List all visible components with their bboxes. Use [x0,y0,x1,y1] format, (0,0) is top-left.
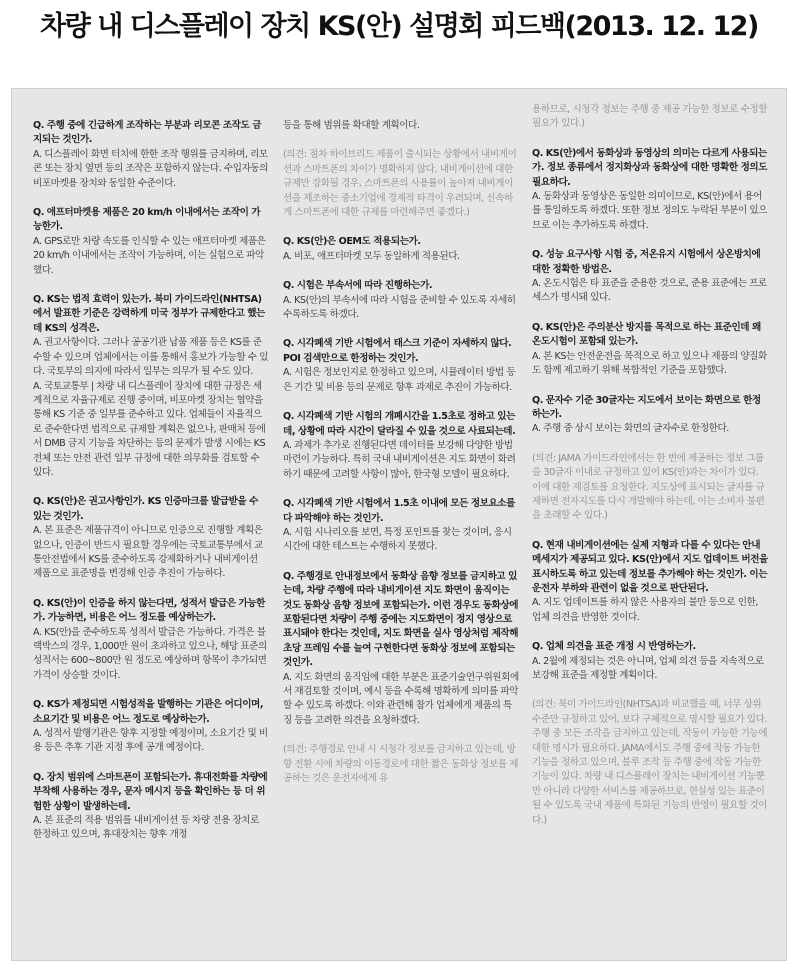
opinion-note: (의견: 북미 가이드라인(NHTSA)과 비교했을 때, 너무 상위수준만 규정하고 있어, 보다 구체적으로 명시할 필요가 있다. 주행 중 모든 조작을 금지하고 있는데, 작동이 가능한 기능에 대한 명시가 필요하다. JAMA에서도 주행 중에 작동 가능한 기능을 정하고 있으며, 블루 조작 등 주행 중에 작동 가능한 기능이 있다. 차량 내 디스플레이 장치는 내비게이션 기능뿐만 아니라 다양한 서비스를 제공하므로, 현실성 있는 표준이 될 수 있도록 국내 제품에 특화된 기능의 반영이 필요할 것이다.) [532,699,768,826]
answer-text: A. KS(안)을 준수하도록 성적서 발급은 가능하다. 가격은 블랙박스의 경우, 1,000만 원이 초과하고 있으나, 해당 표준의 성적서는 600~800만 원 정도로 예상하며 항목이 추가되면 가격이 상승할 것이다. [33,626,267,681]
question-text: Q. 주행경로 안내정보에서 동화상 음향 정보를 금지하고 있는데, 차량 주행에 따라 내비게이션 지도 화면이 움직이는 것도 동화상 음향 정보에 포함되는가. 이런 경우도 동화상에 포함된다면 차량이 주행 중에는 지도화면이 정지 영상으로 표시돼야 한다는 것인데, 지도 화면을 실사 영상처럼 제작해 초당 프레임 수를 늘여 구현한다면 동화상 정보에 포함되는 것인가. [283,570,519,669]
question-text: Q. 문자수 기준 30글자는 지도에서 보이는 화면으로 한정하는가. [532,394,761,420]
question-text: Q. KS(안)은 권고사항인가. KS 인증마크를 발급받을 수 있는 것인가. [33,496,258,522]
question-text: Q. 시각폐색 기반 시험에서 태스크 기준이 자세하지 않다. POI 검색만으로 한정하는 것인가. [283,338,512,364]
answer-text: A. 비포, 애프터마켓 모두 동일하게 적용된다. [283,250,460,262]
question-text: Q. 현재 내비게이션에는 실제 지형과 다를 수 있다는 안내 메세지가 제공되고 있다. KS(안)에서 지도 업데이트 버전을 표시하도록 하고 있는데 정보를 추가해야 하는 것인가. 이는 운전자 부하와 관련이 없을 것으로 판단된다. [532,539,768,594]
question-text: Q. KS는 법적 효력이 있는가. 북미 가이드라인(NHTSA)에서 발표한 기준은 강력하게 미국 정부가 규제한다고 했는데 KS의 성격은. [33,294,265,334]
question-text: Q. KS(안)은 주의분산 방지를 목적으로 하는 표준인데 왜 온도시험이 포함돼 있는가. [532,321,761,348]
question-text: Q. KS(안)이 인증을 하지 않는다면, 성적서 발급은 가능한가. 가능하면, 비용은 어느 정도를 예상하는가. [33,597,265,624]
answer-text: A. 2월에 제정되는 것은 아니며, 업체 의견 등을 지속적으로 보강해 표준을 제정할 계획이다. [532,655,764,681]
question-text: Q. 시각폐색 기반 시험의 개폐시간을 1.5초로 정하고 있는데, 상황에 따라 시간이 달라질 수 있을 것으로 사료되는데. [283,411,516,437]
column-left [33,119,269,843]
answer-text: A. 국토교통부 | 차량 내 디스플레이 장치에 대한 규정은 세계적으로 자율규제로 진행 중이며, 비포마켓 장치는 협약을 통해 KS 기준 중 일부를 준수하고 있다. 업체들이 자율적으로 준수한다면 법적으로 규제할 계획은 없으나, 판매처 등에서 DMB 금지 기능을 차단하는 등의 문제가 발생 시에는 KS 전체 또는 안전 관련 일부 규정에 대한 의무화를 검토할 수 있다. [33,380,266,478]
question-text: Q. 시험은 부속서에 따라 진행하는가. [283,280,433,292]
answer-text: A. 본 KS는 안전운전을 목적으로 하고 있으나 제품의 양질화도 함께 제고하기 위해 복합적인 기준을 포함했다. [532,350,767,377]
answer-text: A. GPS로만 차량 속도를 인식할 수 있는 애프터마켓 제품은 20 km/h 이내에서는 조작이 가능하며, 이는 실험으로 파악했다. [33,235,266,276]
answer-text: A. KS(안)의 부속서에 따라 시험을 준비할 수 있도록 자세히 수록하도록 하겠다. [283,294,516,321]
answer-text: A. 주행 중 상시 보이는 화면의 글자수로 한정한다. [532,423,729,435]
answer-text: A. 시험 시나리오를 보면, 특정 포인트를 찾는 것이며, 응시시간에 대한 테스트는 수행하지 못했다. [283,526,512,553]
question-text: Q. KS(안)에서 동화상과 동영상의 의미는 다르게 사용되는가. 정보 종류에서 정지화상과 동화상에 대한 명확한 정의도 필요하다. [532,147,768,188]
question-text: Q. KS가 제정되면 시험성적을 발행하는 기관은 어디이며, 소요기간 및 비용은 어느 정도로 예상하는가. [33,699,264,725]
answer-text: 등을 통해 범위를 확대할 계획이다. [283,120,420,131]
answer-text: A. 지도 화면의 움직임에 대한 부분은 표준기술연구위원회에서 재검토할 것이며, 예시 등을 수록해 명확하게 의미를 파악할 수 있도록 하겠다. 이와 관련해 참가 업체에게 제품의 특징 등을 고려한 의견을 요청하겠다. [283,671,519,726]
opinion-note: 용하므로, 시청각 정보는 주행 중 제공 가능한 정보로 수정할 필요가 있다.) [532,104,768,130]
feedback-panel [11,88,787,961]
question-text: Q. KS(안)은 OEM도 적용되는가. [283,236,421,248]
opinion-note: (의견: JAMA 가이드라인에서는 한 번에 제공하는 정보 그룹을 30글자 이내로 규정하고 있어 KS(안)과는 차이가 있다. 이에 대한 재검토를 요청한다. 지도상에 표시되는 글자를 규제하면 전자지도를 다시 개발해야 하는데, 이는 소비자 불편을 초래할 수 있다.) [532,452,765,522]
answer-text: A. 본 표준은 제품규격이 아니므로 인증으로 진행할 계획은 없으나, 인증이 반드시 필요할 경우에는 국토교통부에서 교통안전법에서 KS를 준수하도록 강제화하거나 내비게이션 제품으로 표준명을 변경해 인증 추진이 가능하다. [33,525,263,580]
answer-text: A. 본 표준의 적용 범위를 내비게이션 등 차량 전용 장치로 한정하고 있으며, 휴대장치는 향후 개정 [33,815,259,841]
question-text: Q. 애프터마켓용 제품은 20 km/h 이내에서는 조작이 가능한가. [33,207,261,233]
opinion-note: (의견: 주행경로 안내 시 시청각 정보를 금지하고 있는데, 방향 전환 시에 차량의 이동경로에 대한 짧은 동화상 정보를 제공하는 것은 운전자에게 유 [283,744,519,785]
question-text: Q. 주행 중에 긴급하게 조작하는 부분과 리모콘 조작도 금지되는 것인가. [33,120,262,146]
question-text: Q. 업체 의견을 표준 개정 시 반영하는가. [532,641,696,653]
answer-text: A. 과제가 추가로 진행된다면 데이터를 보강해 다양한 방법 마련이 가능하다. 특히 국내 내비게이션은 지도 화면이 화려하기 때문에 고려할 사항이 많아, 한국형 모델이 필요하다. [283,439,516,480]
question-text: Q. 장치 범위에 스마트폰이 포함되는가. 휴대전화를 차량에 부착해 사용하는 경우, 문자 메시지 등을 확인하는 등 더 위험한 상황이 발생하는데. [33,771,268,812]
answer-text: A. 디스플레이 화면 터치에 한한 조작 행위를 금지하며, 리모콘 또는 장치 옆면 등의 조작은 포함하지 않는다. 수입자동의 비포마켓용 장치와 동일한 수준이다. [33,148,269,189]
answer-text: A. 성적서 발행기관은 향후 지정할 예정이며, 소요기간 및 비용 등은 추후 기관 지정 후에 공개 예정이다. [33,728,268,754]
answer-text: A. 온도시험은 타 표준을 준용한 것으로, 준용 표준에는 프로세스가 명시돼 있다. [532,278,767,304]
opinion-note: (의견: 점차 하이브리드 제품이 출시되는 상황에서 내비게이션과 스마트폰의 차이가 명확하지 않다. 내비게이션에 대한 규제만 강화될 경우, 스마트폰의 사용률이 높아져 내비게이션을 제조하는 중소기업에 경제적 타격이 우려되며, 신속하게 스마트폰에 대한 규제를 마련해주면 좋겠다.) [283,149,517,219]
answer-text: A. 동화상과 동영상은 동일한 의미이므로, KS(안)에서 용어를 통일하도록 하겠다. 또한 정보 정의도 누락된 부분이 있으므로 이는 추가하도록 하겠다. [532,191,768,231]
page-title: 차량 내 디스플레이 장치 KS(안) 설명회 피드백(2013. 12. 12) [40,11,758,42]
question-text: Q. 시각폐색 기반 시험에서 1.5초 이내에 모든 정보요소를 다 파악해야 하는 것인가. [283,498,515,524]
question-text: Q. 성능 요구사항 시험 중, 저온유지 시험에서 상온방치에 대한 정확한 방법은. [532,249,761,275]
answer-text: A. 시험은 정보인지로 한정하고 있으며, 시뮬레이터 방법 등은 기간 및 비용 등의 문제로 향후 과제로 추진이 가능하다. [283,367,516,393]
column-right [532,103,768,828]
column-middle [283,119,519,786]
answer-text: A. 권고사항이다. 그러나 공공기관 납품 제품 등은 KS를 준수할 수 있으며 업체에서는 이를 통해서 홍보가 가능할 수 있다. 국토부의 의지에 따라서 일부는 의무가 될 수도 있다. [33,337,269,378]
answer-text: A. 지도 업데이트를 하지 않은 사용자의 불만 등으로 인한, 업체 의견을 반영한 것이다. [532,597,758,623]
